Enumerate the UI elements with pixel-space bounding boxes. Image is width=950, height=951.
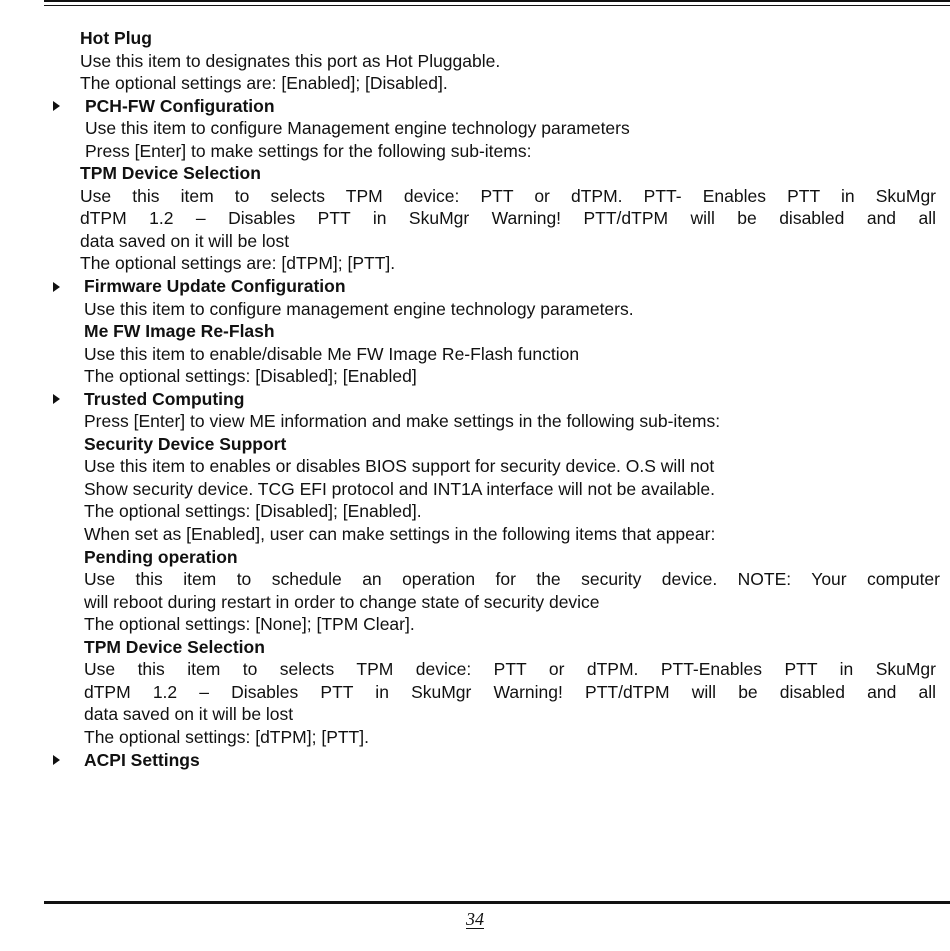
- tpm-description-line: Use this item to selects TPM device: PTT or dTPM. PTT-Enables PTT in SkuMgr: [84, 659, 936, 680]
- security-device-description-line: Use this item to enables or disables BIOS support for security device. O.S will not: [84, 456, 715, 477]
- hot-plug-options: The optional settings are: [Enabled]; [Disabled].: [80, 73, 448, 94]
- section-pch-fw-configuration: [0, 95, 950, 118]
- me-fw-description: Use this item to enable/disable Me FW Image Re-Flash function: [84, 343, 580, 364]
- page-number-text: 34: [466, 909, 484, 929]
- me-fw-options: The optional settings: [Disabled]; [Enabled]: [84, 366, 417, 387]
- hot-plug-description: Use this item to designates this port as Hot Pluggable.: [80, 50, 501, 71]
- section-trusted-computing: [0, 388, 950, 411]
- section-title: ACPI Settings: [84, 749, 200, 770]
- footer-rule: [44, 901, 950, 904]
- trusted-computing-press-enter: Press [Enter] to view ME information and make settings in the following sub-items:: [84, 411, 721, 432]
- heading-pending-operation: Pending operation: [84, 546, 238, 567]
- header-rule: [44, 0, 950, 2]
- firmware-update-description: Use this item to configure management engine technology parameters.: [84, 298, 634, 319]
- section-title: Firmware Update Configuration: [84, 276, 346, 297]
- heading-security-device-support: Security Device Support: [84, 433, 287, 454]
- section-firmware-update-configuration: [0, 275, 950, 298]
- page-number: [0, 908, 950, 930]
- pending-operation-description-line: will reboot during restart in order to change state of security device: [84, 591, 600, 612]
- tpm-description-line: dTPM 1.2 – Disables PTT in SkuMgr Warning! PTT/dTPM will be disabled and all: [84, 681, 936, 702]
- section-title: PCH-FW Configuration: [85, 95, 275, 116]
- security-device-options: The optional settings: [Disabled]; [Enabled].: [84, 501, 422, 522]
- pch-fw-description: Use this item to configure Management engine technology parameters: [85, 118, 630, 139]
- pending-operation-description-line: Use this item to schedule an operation for the security device. NOTE: Your computer: [84, 569, 940, 590]
- tpm-description-line: data saved on it will be lost: [80, 230, 290, 251]
- heading-me-fw-image-reflash: Me FW Image Re-Flash: [84, 321, 275, 342]
- tpm-options: The optional settings: [dTPM]; [PTT].: [84, 726, 369, 747]
- pch-fw-press-enter: Press [Enter] to make settings for the following sub-items:: [85, 140, 532, 161]
- heading-tpm-device-selection: TPM Device Selection: [84, 636, 265, 657]
- security-device-description-line: Show security device. TCG EFI protocol and INT1A interface will not be available.: [84, 478, 715, 499]
- triangle-bullet-icon: [53, 755, 60, 765]
- tpm-options: The optional settings are: [dTPM]; [PTT].: [80, 253, 396, 274]
- triangle-bullet-icon: [53, 101, 60, 111]
- security-device-when-enabled: When set as [Enabled], user can make settings in the following items that appear:: [84, 524, 716, 545]
- triangle-bullet-icon: [53, 282, 60, 292]
- tpm-description-line: dTPM 1.2 – Disables PTT in SkuMgr Warning! PTT/dTPM will be disabled and all: [80, 208, 936, 229]
- manual-content: [0, 27, 950, 771]
- section-acpi-settings: [0, 749, 950, 772]
- section-title: Trusted Computing: [84, 388, 245, 409]
- heading-tpm-device-selection: TPM Device Selection: [80, 163, 261, 184]
- triangle-bullet-icon: [53, 394, 60, 404]
- heading-hot-plug: Hot Plug: [80, 28, 152, 48]
- tpm-description-line: Use this item to selects TPM device: PTT or dTPM. PTT- Enables PTT in SkuMgr: [80, 185, 936, 206]
- tpm-description-line: data saved on it will be lost: [84, 704, 294, 725]
- pending-operation-options: The optional settings: [None]; [TPM Clear].: [84, 614, 415, 635]
